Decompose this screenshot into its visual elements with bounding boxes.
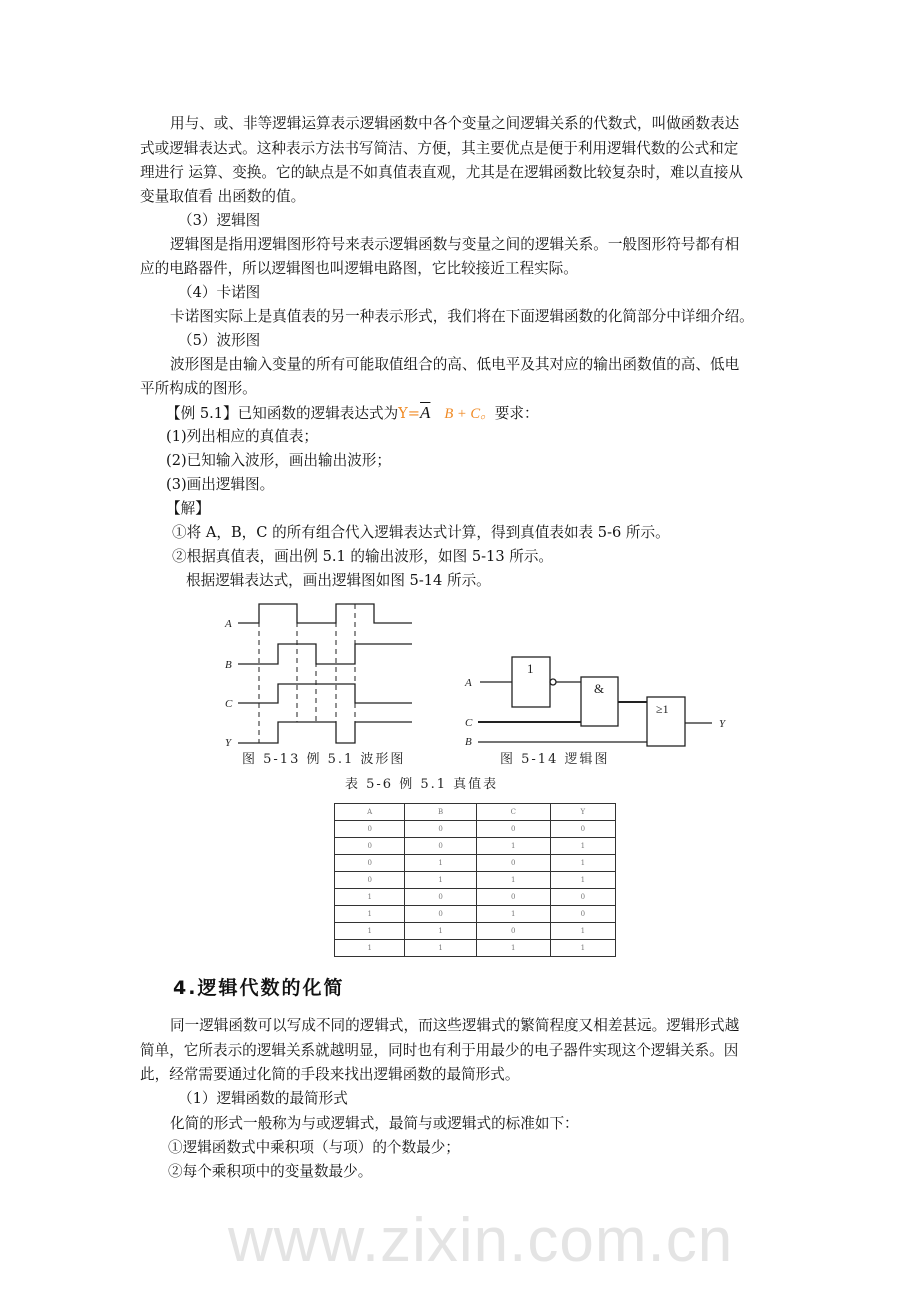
- table-cell: 0: [550, 906, 615, 923]
- table-cell: 1: [335, 906, 405, 923]
- table-row: [335, 821, 616, 838]
- table-cell: 1: [405, 923, 476, 940]
- section-heading: 4.逻辑代数的化简: [173, 977, 345, 999]
- table-cell: 0: [550, 821, 615, 838]
- formula-a-bar: $\overline{A}$: [420, 403, 431, 422]
- table-row: [335, 872, 616, 889]
- header-b: B: [405, 804, 476, 821]
- paragraph-line: 应的电路器件，所以逻辑图也叫逻辑电路图，它比较接近工程实际。: [140, 260, 578, 277]
- paragraph-line: 卡诺图实际上是真值表的另一种表示形式，我们将在下面逻辑函数的化简部分中详细介绍。: [170, 308, 754, 325]
- not-gate-label: 1: [527, 661, 534, 676]
- table-cell: 0: [405, 838, 476, 855]
- table-cell: 0: [550, 889, 615, 906]
- table-cell: 0: [405, 889, 476, 906]
- wave-c: [238, 684, 412, 703]
- table-cell: 1: [405, 855, 476, 872]
- not-bubble: [550, 679, 556, 685]
- table-row: [335, 923, 616, 940]
- paragraph-line: ①逻辑函数式中乘积项（与项）的个数最少；: [168, 1139, 460, 1156]
- wave-a: [238, 604, 412, 623]
- solution-step: ②根据真值表，画出例 5.1 的输出波形，如图 5-13 所示。: [172, 548, 554, 565]
- logic-caption: 图 5-14 逻辑图: [500, 752, 610, 767]
- input-a-label: A: [465, 677, 472, 689]
- table-cell: 1: [550, 940, 615, 957]
- table-cell: 1: [335, 889, 405, 906]
- subheading: （4）卡诺图: [178, 284, 261, 301]
- table-caption: 表 5-6 例 5.1 真值表: [345, 777, 499, 792]
- wave-b: [238, 644, 412, 664]
- solution-step: 根据逻辑表达式，画出逻辑图如图 5-14 所示。: [186, 572, 491, 589]
- table-cell: 1: [550, 855, 615, 872]
- waveform-caption: 图 5-13 例 5.1 波形图: [242, 752, 406, 767]
- header-y: Y: [550, 804, 615, 821]
- table-row: [335, 838, 616, 855]
- paragraph-line: 式或逻辑表达式。这种表示方法书写简洁、方便，其主要优点是便于利用逻辑代数的公式和定: [140, 140, 739, 157]
- table-cell: 0: [476, 923, 550, 940]
- table-header-row: [335, 804, 616, 821]
- wave-label-b: B: [225, 659, 232, 671]
- table-cell: 1: [550, 872, 615, 889]
- table-cell: 1: [550, 838, 615, 855]
- table-cell: 0: [335, 838, 405, 855]
- paragraph-line: 此，经常需要通过化简的手段来找出逻辑函数的最简形式。: [140, 1066, 520, 1083]
- paragraph-line: 波形图是由输入变量的所有可能取值组合的高、低电平及其对应的输出函数值的高、低电: [170, 356, 740, 373]
- wave-label-c: C: [225, 698, 233, 710]
- watermark: www.zixin.com.cn: [228, 1206, 734, 1275]
- paragraph-line: 逻辑图是指用逻辑图形符号来表示逻辑函数与变量之间的逻辑关系。一般图形符号都有相: [170, 236, 740, 253]
- input-b-label: B: [465, 736, 472, 748]
- paragraph-line: 同一逻辑函数可以写成不同的逻辑式，而这些逻辑式的繁简程度又相差甚远。逻辑形式越: [170, 1017, 740, 1034]
- waveform-diagram: [224, 604, 412, 749]
- table-cell: 1: [335, 940, 405, 957]
- table-cell: 1: [405, 872, 476, 889]
- output-y-label: Y: [719, 718, 726, 730]
- paragraph-line: 化简的形式一般称为与或逻辑式，最简与或逻辑式的标准如下：: [170, 1115, 579, 1132]
- table-cell: 0: [476, 889, 550, 906]
- and-gate-label: &: [594, 681, 605, 696]
- or-gate-label: ≥1: [656, 702, 669, 716]
- table-row: [335, 906, 616, 923]
- solution-step: ①将 A，B，C 的所有组合代入逻辑表达式计算，得到真值表如表 5-6 所示。: [172, 524, 670, 541]
- header-c: C: [476, 804, 550, 821]
- table-row: [335, 940, 616, 957]
- paragraph-line: 用与、或、非等逻辑运算表示逻辑函数中各个变量之间逻辑关系的代数式，叫做函数表达: [170, 115, 740, 132]
- table-cell: 0: [335, 872, 405, 889]
- example-prefix: 【例 5.1】已知函数的逻辑表达式为: [166, 405, 399, 422]
- requirement-item: (3)画出逻辑图。: [166, 476, 275, 493]
- subheading: （5）波形图: [178, 332, 261, 349]
- subheading: （1）逻辑函数的最简形式: [178, 1090, 348, 1107]
- requirement-item: (2)已知输入波形，画出输出波形；: [166, 452, 391, 469]
- example-suffix: 要求：: [494, 405, 539, 422]
- paragraph-line: 平所构成的图形。: [140, 380, 257, 397]
- table-cell: 1: [476, 872, 550, 889]
- paragraph-line: 变量取值看 出函数的值。: [140, 188, 306, 205]
- table-row: [335, 889, 616, 906]
- table-cell: 1: [335, 923, 405, 940]
- table-cell: 0: [476, 821, 550, 838]
- formula-y: Y=: [398, 405, 421, 422]
- logic-diagram: [464, 657, 727, 748]
- paragraph-line: 理进行 运算、变换。它的缺点是不如真值表直观，尤其是在逻辑函数比较复杂时，难以直接从: [140, 164, 743, 181]
- input-c-label: C: [465, 717, 473, 729]
- wave-label-a: A: [225, 618, 232, 630]
- header-a: A: [335, 804, 405, 821]
- table-cell: 1: [405, 940, 476, 957]
- table-cell: 0: [476, 855, 550, 872]
- table-cell: 0: [405, 821, 476, 838]
- table-cell: 1: [476, 838, 550, 855]
- table-cell: 0: [335, 821, 405, 838]
- table-cell: 0: [405, 906, 476, 923]
- requirement-item: (1)列出相应的真值表；: [166, 428, 319, 445]
- wave-y: [238, 722, 412, 743]
- subheading: （3）逻辑图: [178, 212, 261, 229]
- solution-label: 【解】: [166, 500, 210, 517]
- paragraph-line: ②每个乘积项中的变量数最少。: [168, 1163, 373, 1180]
- table-cell: 1: [550, 923, 615, 940]
- wave-label-y: Y: [225, 737, 232, 749]
- table-row: [335, 855, 616, 872]
- table-cell: 1: [476, 940, 550, 957]
- paragraph-line: 简单，它所表示的逻辑关系就越明显，同时也有利于用最少的电子器件实现这个逻辑关系。因: [140, 1042, 739, 1059]
- truth-table: [334, 803, 616, 957]
- formula-rest: B + C。: [444, 406, 495, 422]
- table-cell: 0: [335, 855, 405, 872]
- table-cell: 1: [476, 906, 550, 923]
